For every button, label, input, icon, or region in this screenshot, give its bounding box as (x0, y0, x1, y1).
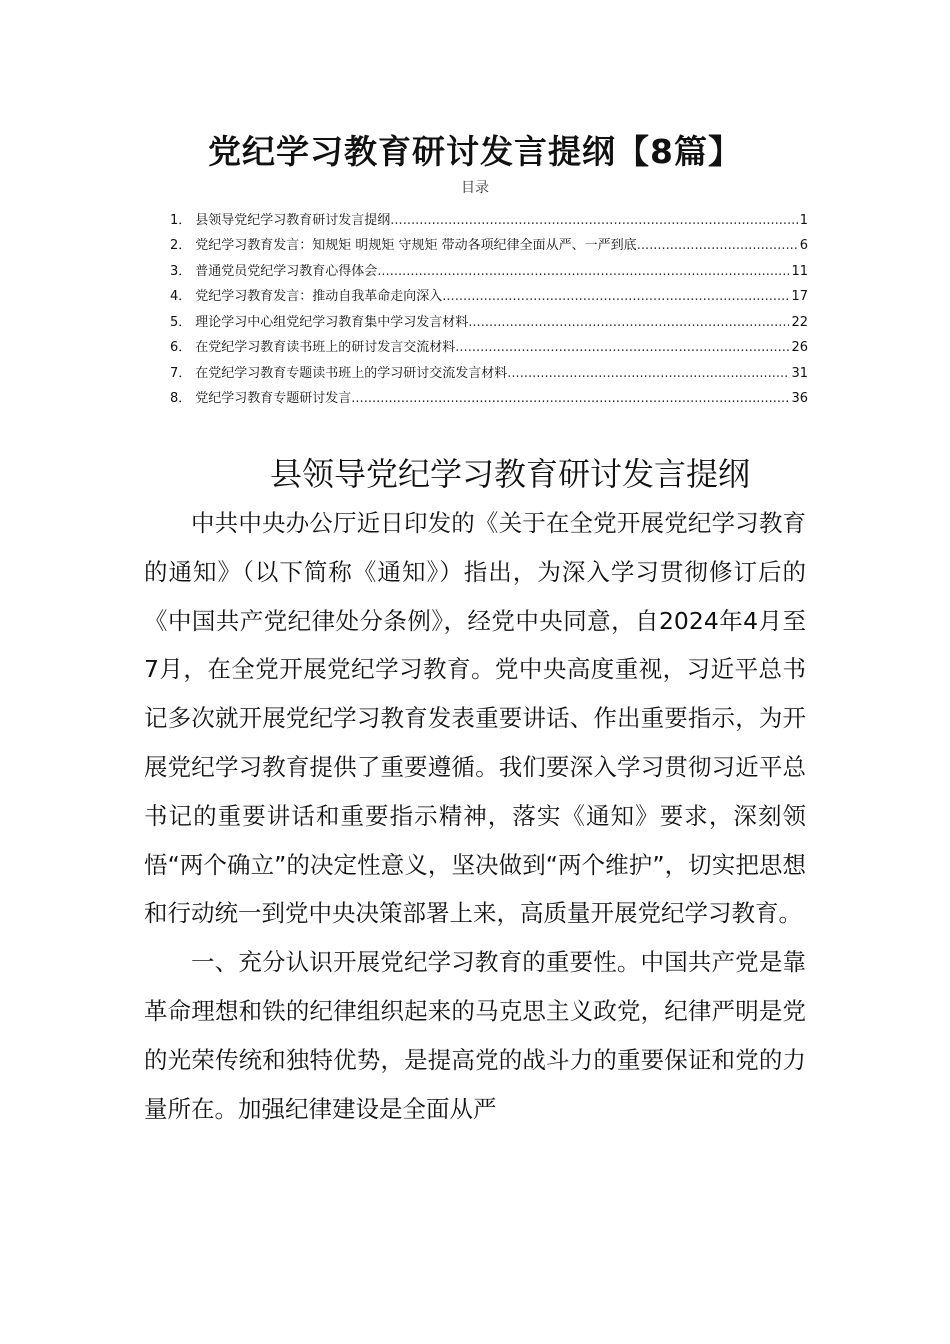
toc-entry[interactable] (170, 253, 808, 279)
toc-entry-number: 3． (170, 263, 192, 279)
toc-leader-dots (377, 264, 789, 279)
toc-entry-number: 6． (170, 340, 192, 355)
toc-leader-dots (442, 289, 789, 304)
toc-entry-title: 党纪学习教育发言：知规矩 明规矩 守规矩 带动各项纪律全面从严、一严到底 (195, 238, 637, 253)
section-title: 县领导党纪学习教育研讨发言提纲 (269, 455, 750, 493)
toc-entry-number: 8． (170, 391, 192, 406)
toc-entry[interactable] (170, 381, 808, 407)
toc-entry-page: 36 (791, 391, 808, 406)
toc-entry-number: 1． (170, 212, 192, 228)
body-paragraph: 一、充分认识开展党纪学习教育的重要性。中国共产党是靠革命理想和铁的纪律组织起来的马克思主义政党，纪律严明是党的光荣传统和独特优势，是提高党的战斗力的重要保证和党的力量所在。加强纪律建设是全面从严 (144, 948, 806, 1123)
toc-entry-page: 6 (799, 238, 808, 253)
toc-leader-dots (637, 238, 798, 253)
toc-entry[interactable] (170, 202, 808, 228)
toc-entry-title: 理论学习中心组党纪学习教育集中学习发言材料 (195, 314, 469, 330)
toc-leader-dots (351, 391, 789, 406)
toc-entry-page: 11 (791, 263, 808, 279)
toc-entry[interactable] (170, 228, 808, 254)
toc-leader-dots (507, 366, 789, 381)
toc-entry[interactable] (170, 279, 808, 305)
document-title: 党纪学习教育研讨发言提纲【8篇】 (208, 132, 742, 171)
toc-heading: 目录 (461, 180, 489, 196)
toc-entry-title: 党纪学习教育专题研讨发言 (195, 391, 352, 406)
toc-entry-page: 22 (791, 314, 808, 330)
toc-entry-page: 1 (799, 212, 808, 228)
toc-entry[interactable] (170, 355, 808, 381)
table-of-contents (170, 202, 808, 406)
toc-leader-dots (455, 340, 789, 355)
toc-entry[interactable] (170, 330, 808, 356)
toc-entry-number: 5． (170, 314, 192, 330)
body-paragraph: 中共中央办公厅近日印发的《关于在全党开展党纪学习教育的通知》（以下简称《通知》）指出，为深入学习贯彻修订后的《中国共产党纪律处分条例》，经党中央同意，自2024年4月至7月，在全党开展党纪学习教育。党中央高度重视，习近平总书记多次就开展党纪学习教育发表重要讲话、作出重要指示，为开展党纪学习教育提供了重要遵循。我们要深入学习贯彻习近平总书记的重要讲话和重要指示精神，落实《通知》要求，深刻领悟“两个确立”的决定性意义，坚决做到“两个维护”，切实把思想和行动统一到党中央决策部署上来，高质量开展党纪学习教育。 (144, 509, 806, 928)
toc-leader-dots (390, 213, 797, 228)
toc-entry-title: 在党纪学习教育读书班上的研讨发言交流材料 (195, 340, 456, 355)
toc-entry-number: 4． (170, 289, 192, 304)
toc-entry-title: 普通党员党纪学习教育心得体会 (195, 263, 378, 279)
toc-entry-page: 31 (791, 365, 808, 381)
toc-leader-dots (468, 315, 789, 330)
toc-entry-number: 2． (170, 238, 192, 253)
body-text (144, 499, 806, 1133)
toc-entry-title: 党纪学习教育发言：推动自我革命走向深入 (195, 289, 443, 304)
toc-entry-page: 26 (791, 340, 808, 355)
toc-entry-page: 17 (791, 289, 808, 304)
toc-entry-number: 7． (170, 365, 192, 381)
toc-entry-title: 县领导党纪学习教育研讨发言提纲 (195, 212, 391, 228)
toc-entry[interactable] (170, 304, 808, 330)
toc-entry-title: 在党纪学习教育专题读书班上的学习研讨交流发言材料 (195, 365, 508, 381)
